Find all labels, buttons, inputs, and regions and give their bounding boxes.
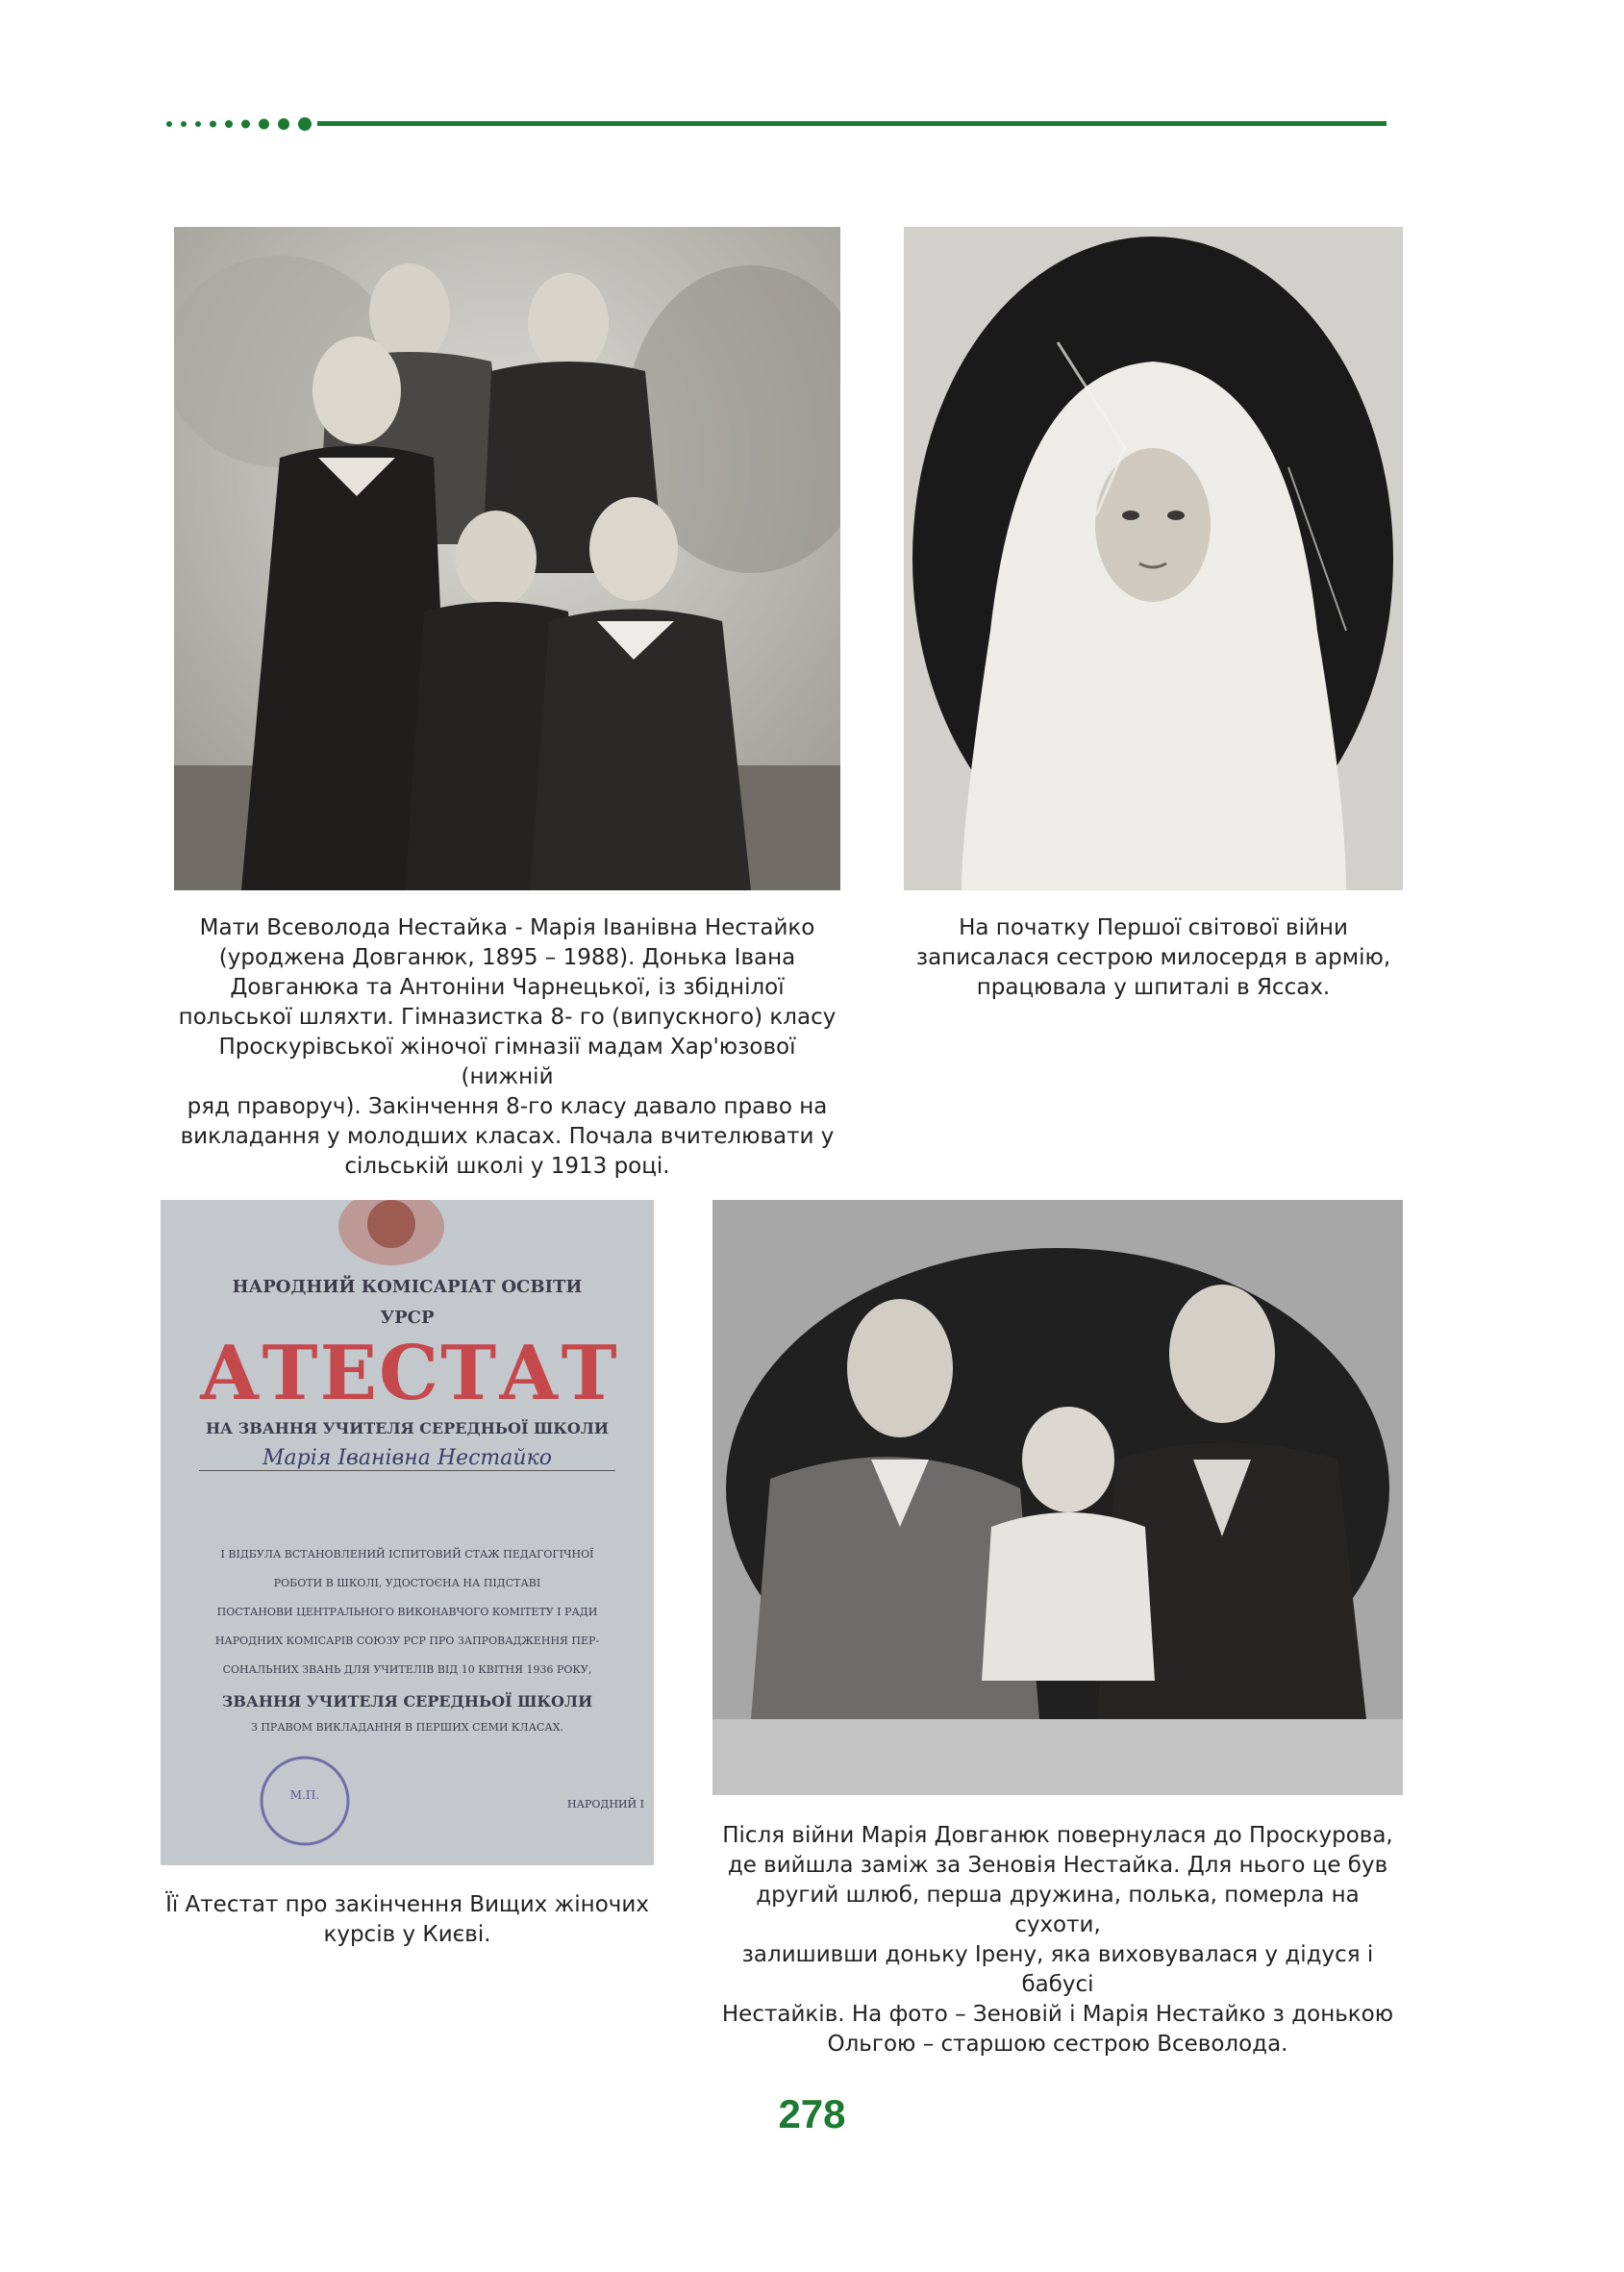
certificate-issuer: НАРОДНИЙ КОМІСАРІАТ ОСВІТИ — [232, 1277, 583, 1297]
caption-line: другий шлюб, перша дружина, полька, померла на сухоти, — [756, 1883, 1360, 1937]
nurse-portrait-caption — [904, 913, 1403, 1003]
certificate-caption — [161, 1890, 654, 1950]
caption-line: працювала у шпиталі в Яссах. — [976, 975, 1331, 1000]
certificate-stamp: М.П. — [289, 1788, 320, 1802]
certificate-rank: ЗВАННЯ УЧИТЕЛЯ СЕРЕДНЬОЇ ШКОЛИ — [221, 1692, 593, 1710]
caption-line: сільській школі у 1913 році. — [344, 1154, 670, 1179]
caption-line: Її Атестат про закінчення Вищих жіночих — [165, 1892, 649, 1917]
caption-line: Довганюка та Антоніни Чарнецької, із збіднілої — [230, 975, 785, 1000]
certificate-photo — [161, 1200, 654, 1865]
caption-line: Після війни Марія Довганюк повернулася до Проскурова, — [722, 1823, 1393, 1848]
caption-line: курсів у Києві. — [323, 1922, 491, 1947]
certificate-footer: НАРОДНИЙ І — [567, 1798, 644, 1810]
certificate-name: Марія Іванівна Нестайко — [199, 1446, 615, 1471]
certificate-body: І ВІДБУЛА ВСТАНОВЛЕНИЙ ІСПИТОВИЙ СТАЖ ПЕДАГОГІЧНОЇ — [220, 1548, 594, 1560]
caption-line: Ольгою – старшою сестрою Всеволода. — [827, 2032, 1288, 2057]
certificate-body: СОНАЛЬНИХ ЗВАНЬ ДЛЯ УЧИТЕЛІВ ВІД 10 КВІТНЯ 1936 РОКУ, — [222, 1663, 592, 1676]
caption-line: де вийшла заміж за Зеновія Нестайка. Для нього це був — [727, 1853, 1388, 1878]
caption-line: Мати Всеволода Нестайка - Марія Іванівна Нестайко — [199, 915, 815, 940]
caption-line: залишивши доньку Ірену, яка виховувалася у дідуся і бабусі — [741, 1942, 1374, 1997]
group-portrait-photo — [174, 227, 840, 890]
caption-line: (уроджена Довганюк, 1895 – 1988). Донька Івана — [218, 945, 796, 970]
caption-line: ряд праворуч). Закінчення 8-го класу давало право на — [187, 1094, 828, 1119]
header-rule — [317, 121, 1387, 126]
certificate-subtitle: НА ЗВАННЯ УЧИТЕЛЯ СЕРЕДНЬОЇ ШКОЛИ — [205, 1419, 610, 1437]
group-portrait-caption — [174, 913, 840, 1182]
caption-line: Нестайків. На фото – Зеновій і Марія Нестайко з донькою — [721, 2002, 1394, 2027]
certificate-body: НАРОДНИХ КОМІСАРІВ СОЮЗУ РСР ПРО ЗАПРОВАДЖЕННЯ ПЕР- — [214, 1635, 600, 1647]
family-portrait-caption — [712, 1821, 1403, 2060]
certificate-republic: УРСР — [380, 1308, 435, 1328]
caption-line: польської шляхти. Гімназистка 8- го (випускного) класу — [178, 1005, 837, 1030]
page-number: 278 — [778, 2091, 846, 2136]
certificate-title: АТЕСТАТ — [199, 1330, 619, 1417]
certificate-body: ПОСТАНОВИ ЦЕНТРАЛЬНОГО ВИКОНАВЧОГО КОМІТЕТУ І РАДИ — [216, 1606, 598, 1618]
caption-line: записалася сестрою милосердя в армію, — [915, 945, 1391, 970]
family-portrait-photo — [712, 1200, 1403, 1795]
caption-line: На початку Першої світової війни — [959, 915, 1348, 940]
header-dots — [166, 115, 311, 133]
caption-line: Проскурівської жіночої гімназії мадам Хар'юзової (нижній — [218, 1035, 796, 1089]
certificate-rank-note: З ПРАВОМ ВИКЛАДАННЯ В ПЕРШИХ СЕМИ КЛАСАХ. — [250, 1721, 564, 1734]
certificate-body: РОБОТИ В ШКОЛІ, УДОСТОЄНА НА ПІДСТАВІ — [273, 1577, 541, 1589]
caption-line: викладання у молодших класах. Почала вчителювати у — [180, 1124, 835, 1149]
nurse-portrait-photo — [904, 227, 1403, 890]
